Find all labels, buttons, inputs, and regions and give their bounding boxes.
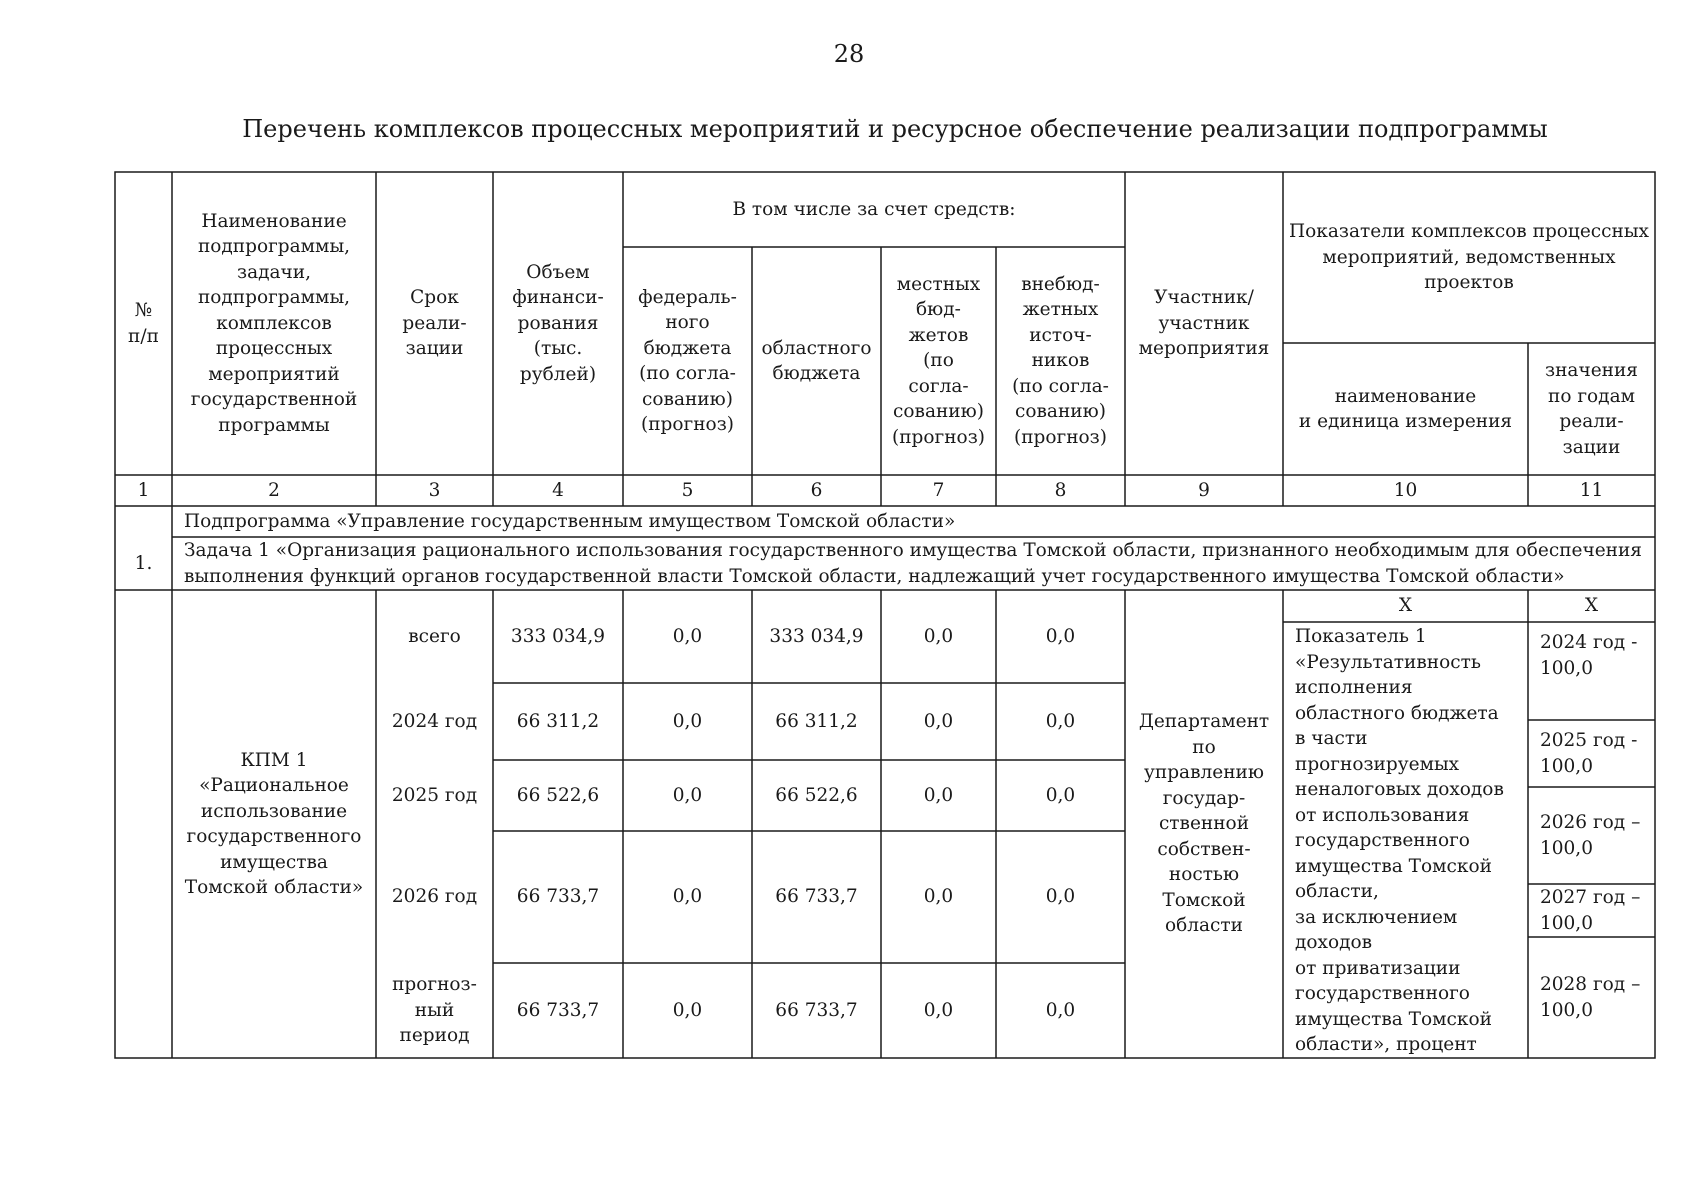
extrabudget-cell: 0,0: [1045, 710, 1076, 732]
federal-cell: 0,0: [672, 625, 703, 647]
header-term: Срок реали- зации: [402, 287, 467, 360]
resource-table: [114, 171, 1656, 1059]
x-mark: Х: [1584, 595, 1599, 617]
header-extrabudget: внебюд- жетных источ- ников (по согла- сованию) (прогноз): [1012, 273, 1109, 448]
page-number: 28: [833, 40, 865, 68]
header-participant: Участник/ участник мероприятия: [1138, 287, 1270, 360]
regional-cell: 333 034,9: [769, 625, 864, 647]
regional-cell: 66 733,7: [775, 999, 858, 1021]
task-text: Задача 1 «Организация рационального использования государственного имущества Томской области, признанного необходимым для обеспечения выполнения функций органов государственной власти Томской области, надлежащий учет государственного имущества Томской области»: [184, 540, 1642, 587]
extrabudget-cell: 0,0: [1045, 625, 1076, 647]
local-cell: 0,0: [923, 999, 954, 1021]
header-indicator-values: значения по годам реали- зации: [1545, 360, 1638, 458]
header-regional: областного бюджета: [761, 337, 872, 384]
column-number: 4: [552, 479, 564, 501]
header-number: № п/п: [128, 300, 159, 347]
indicator-value: 2026 год – 100,0: [1540, 812, 1641, 859]
extrabudget-cell: 0,0: [1045, 784, 1076, 806]
column-number: 1: [137, 479, 150, 501]
column-number: 11: [1579, 479, 1604, 501]
indicator-value: 2027 год – 100,0: [1540, 887, 1641, 934]
header-indicator-name: наименование и единица измерения: [1298, 385, 1513, 432]
federal-cell: 0,0: [672, 784, 703, 806]
kpm-participant: Департамент по управлению государ- ственной собствен- ностью Томской области: [1138, 711, 1270, 937]
indicator-value: 2024 год - 100,0: [1540, 632, 1638, 679]
column-number: 8: [1054, 479, 1067, 501]
kpm-name: КПМ 1 «Рациональное использование государственного имущества Томской области»: [184, 749, 364, 898]
total-cell: 66 522,6: [516, 784, 600, 806]
extrabudget-cell: 0,0: [1045, 886, 1076, 908]
total-cell: 66 733,7: [516, 886, 600, 908]
period-cell: 2025 год: [391, 784, 478, 806]
regional-cell: 66 733,7: [775, 886, 858, 908]
header-name: Наименование подпрограммы, задачи, подпрограммы, комплексов процессных мероприятий государственной программы: [190, 210, 358, 436]
header-federal: федераль- ного бюджета (по согла- сованию) (прогноз): [638, 286, 737, 435]
indicator-name: Показатель 1 «Результативность исполнения областного бюджета в части прогнозируемых неналоговых доходов от использования государственного имущества Томской области, за исключением доходов от приватизации государственного имущества Томской области», процент: [1295, 626, 1504, 1055]
column-number: 9: [1198, 479, 1210, 501]
regional-cell: 66 311,2: [775, 710, 858, 732]
header-volume: Объем финанси- рования (тыс. рублей): [512, 261, 604, 385]
total-cell: 66 311,2: [516, 710, 600, 732]
column-number: 2: [268, 479, 280, 501]
period-cell: всего: [408, 625, 461, 647]
column-number: 5: [681, 479, 694, 501]
local-cell: 0,0: [923, 784, 954, 806]
task-number: 1.: [134, 552, 153, 574]
document-title: Перечень комплексов процессных мероприятий и ресурсное обеспечение реализации подпрограммы: [242, 115, 1548, 143]
period-cell: 2024 год: [391, 710, 478, 732]
indicator-value: 2028 год – 100,0: [1540, 974, 1641, 1021]
federal-cell: 0,0: [672, 999, 703, 1021]
column-number: 10: [1393, 479, 1418, 501]
column-number: 6: [810, 479, 823, 501]
extrabudget-cell: 0,0: [1045, 999, 1076, 1021]
period-cell: прогноз- ный период: [392, 974, 477, 1047]
period-cell: 2026 год: [391, 886, 478, 908]
regional-cell: 66 522,6: [775, 784, 858, 806]
header-local: местных бюд- жетов (по согла- сованию) (прогноз): [892, 273, 985, 448]
federal-cell: 0,0: [672, 710, 703, 732]
column-number: 7: [932, 479, 945, 501]
local-cell: 0,0: [923, 886, 954, 908]
indicator-value: 2025 год - 100,0: [1540, 730, 1638, 777]
total-cell: 66 733,7: [516, 999, 600, 1021]
total-cell: 333 034,9: [510, 625, 606, 647]
subprogram-title: Подпрограмма «Управление государственным имуществом Томской области»: [184, 510, 956, 532]
local-cell: 0,0: [923, 625, 954, 647]
header-indicators-group: Показатели комплексов процессных мероприятий, ведомственных проектов: [1289, 221, 1649, 294]
column-number: 3: [428, 479, 441, 501]
header-funds-group: В том числе за счет средств:: [732, 198, 1016, 220]
local-cell: 0,0: [923, 710, 954, 732]
federal-cell: 0,0: [672, 886, 703, 908]
x-mark: Х: [1398, 595, 1413, 617]
